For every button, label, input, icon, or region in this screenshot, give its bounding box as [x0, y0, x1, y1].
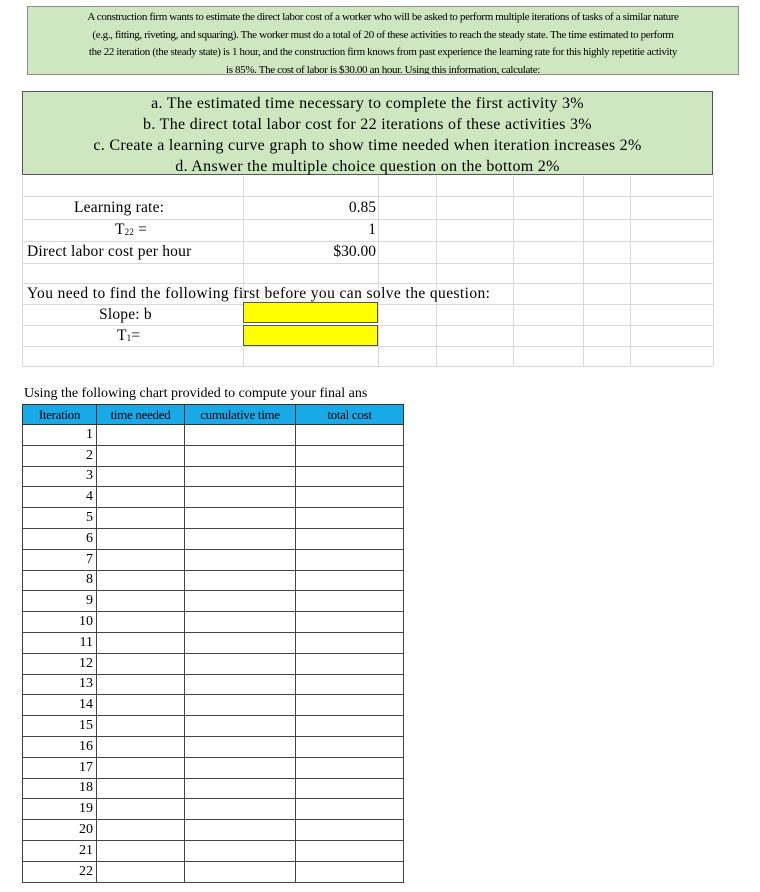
table-row: [23, 466, 404, 487]
time-needed-cell[interactable]: [97, 799, 185, 820]
t22-label: $T_{22}$ =: [115, 221, 148, 238]
time-needed-cell[interactable]: [97, 466, 185, 487]
total-cost-cell[interactable]: [296, 674, 404, 695]
cumulative-time-cell[interactable]: [185, 820, 296, 841]
header-total-cost: total cost: [296, 405, 404, 425]
iteration-cell[interactable]: 17: [23, 757, 97, 778]
table-row: [23, 425, 404, 446]
table-row: [23, 653, 404, 674]
iteration-cell[interactable]: 7: [23, 549, 97, 570]
table-row: [23, 736, 404, 757]
table-row: [23, 508, 404, 529]
total-cost-cell[interactable]: [296, 466, 404, 487]
total-cost-cell[interactable]: [296, 861, 404, 882]
time-needed-cell[interactable]: [97, 528, 185, 549]
total-cost-cell[interactable]: [296, 425, 404, 446]
time-needed-cell[interactable]: [97, 508, 185, 529]
cumulative-time-cell[interactable]: [185, 757, 296, 778]
time-needed-cell[interactable]: [97, 861, 185, 882]
task-d: d. Answer the multiple choice question on the bottom 2%: [175, 158, 560, 175]
cumulative-time-cell[interactable]: [185, 487, 296, 508]
prereq-instruction: You need to find the following first before you can solve the question:: [27, 285, 491, 302]
table-header-row: [23, 405, 404, 425]
learning-rate-value[interactable]: 0.85: [348, 199, 376, 216]
total-cost-cell[interactable]: [296, 736, 404, 757]
time-needed-cell[interactable]: [97, 820, 185, 841]
time-needed-cell[interactable]: [97, 674, 185, 695]
cumulative-time-cell[interactable]: [185, 591, 296, 612]
cumulative-time-cell[interactable]: [185, 445, 296, 466]
task-a: a. The estimated time necessary to complete the first activity 3%: [151, 95, 584, 112]
iteration-cell[interactable]: 9: [23, 591, 97, 612]
slope-input-cell[interactable]: [243, 302, 378, 323]
t22-value[interactable]: 1: [368, 221, 376, 238]
time-needed-cell[interactable]: [97, 591, 185, 612]
header-iteration: Iteration: [23, 405, 97, 425]
time-needed-cell[interactable]: [97, 736, 185, 757]
time-needed-cell[interactable]: [97, 549, 185, 570]
labor-cost-value[interactable]: $30.00: [333, 243, 376, 260]
cumulative-time-cell[interactable]: [185, 528, 296, 549]
time-needed-cell[interactable]: [97, 778, 185, 799]
iteration-cell[interactable]: 14: [23, 695, 97, 716]
table-row: [23, 612, 404, 633]
time-needed-cell[interactable]: [97, 757, 185, 778]
t1-label: $T_1=$: [117, 327, 141, 344]
iteration-cell[interactable]: 15: [23, 716, 97, 737]
time-needed-cell[interactable]: [97, 653, 185, 674]
iteration-cell[interactable]: 3: [23, 466, 97, 487]
iteration-cell[interactable]: 2: [23, 445, 97, 466]
iteration-cell[interactable]: 16: [23, 736, 97, 757]
iteration-cell[interactable]: 13: [23, 674, 97, 695]
slope-label: Slope: b: [99, 306, 152, 323]
iteration-table: [22, 404, 404, 883]
iteration-cell[interactable]: 18: [23, 778, 97, 799]
total-cost-cell[interactable]: [296, 716, 404, 737]
total-cost-cell[interactable]: [296, 612, 404, 633]
table-row: [23, 570, 404, 591]
table-row: [23, 757, 404, 778]
cumulative-time-cell[interactable]: [185, 570, 296, 591]
table-row: [23, 591, 404, 612]
total-cost-cell[interactable]: [296, 528, 404, 549]
total-cost-cell[interactable]: [296, 757, 404, 778]
time-needed-cell[interactable]: [97, 840, 185, 861]
total-cost-cell[interactable]: [296, 820, 404, 841]
table-caption: Using the following chart provided to compute your final ans: [24, 386, 368, 401]
table-row: [23, 861, 404, 882]
time-needed-cell[interactable]: [97, 632, 185, 653]
problem-statement: [27, 6, 739, 75]
iteration-cell[interactable]: 11: [23, 632, 97, 653]
table-row: [23, 716, 404, 737]
iteration-cell[interactable]: 4: [23, 487, 97, 508]
cumulative-time-cell[interactable]: [185, 840, 296, 861]
labor-cost-label: Direct labor cost per hour: [27, 243, 192, 260]
total-cost-cell[interactable]: [296, 840, 404, 861]
iteration-cell[interactable]: 12: [23, 653, 97, 674]
learning-rate-label: Learning rate:: [74, 199, 165, 216]
table-row: [23, 820, 404, 841]
iteration-cell[interactable]: 20: [23, 820, 97, 841]
cumulative-time-cell[interactable]: [185, 778, 296, 799]
table-row: [23, 487, 404, 508]
table-row: [23, 840, 404, 861]
table-row: [23, 528, 404, 549]
problem-line: is 85%. The cost of labor is $30.00 an hour. Using this information, calculate:: [225, 63, 540, 75]
cumulative-time-cell[interactable]: [185, 716, 296, 737]
t1-input-cell[interactable]: [243, 325, 378, 346]
cumulative-time-cell[interactable]: [185, 632, 296, 653]
cumulative-time-cell[interactable]: [185, 425, 296, 446]
table-row: [23, 632, 404, 653]
header-time-needed: time needed: [97, 405, 185, 425]
total-cost-cell[interactable]: [296, 508, 404, 529]
time-needed-cell[interactable]: [97, 716, 185, 737]
total-cost-cell[interactable]: [296, 591, 404, 612]
iteration-cell[interactable]: 5: [23, 508, 97, 529]
cumulative-time-cell[interactable]: [185, 674, 296, 695]
total-cost-cell[interactable]: [296, 632, 404, 653]
cumulative-time-cell[interactable]: [185, 799, 296, 820]
total-cost-cell[interactable]: [296, 695, 404, 716]
iteration-cell[interactable]: 8: [23, 570, 97, 591]
header-cumulative-time: cumulative time: [185, 405, 296, 425]
time-needed-cell[interactable]: [97, 570, 185, 591]
time-needed-cell[interactable]: [97, 425, 185, 446]
cumulative-time-cell[interactable]: [185, 466, 296, 487]
cumulative-time-cell[interactable]: [185, 861, 296, 882]
iteration-cell[interactable]: 10: [23, 612, 97, 633]
time-needed-cell[interactable]: [97, 445, 185, 466]
table-row: [23, 674, 404, 695]
table-row: [23, 695, 404, 716]
cumulative-time-cell[interactable]: [185, 612, 296, 633]
problem-line: A construction firm wants to estimate the direct labor cost of a worker who will be asked to perform multiple iterations of tasks of a similar nature: [87, 11, 679, 23]
cumulative-time-cell[interactable]: [185, 549, 296, 570]
time-needed-cell[interactable]: [97, 612, 185, 633]
iteration-cell[interactable]: 21: [23, 840, 97, 861]
cumulative-time-cell[interactable]: [185, 736, 296, 757]
table-row: [23, 445, 404, 466]
total-cost-cell[interactable]: [296, 653, 404, 674]
cumulative-time-cell[interactable]: [185, 695, 296, 716]
time-needed-cell[interactable]: [97, 487, 185, 508]
task-c: c. Create a learning curve graph to show time needed when iteration increases 2%: [93, 137, 642, 154]
total-cost-cell[interactable]: [296, 778, 404, 799]
iteration-cell[interactable]: 1: [23, 425, 97, 446]
total-cost-cell[interactable]: [296, 570, 404, 591]
time-needed-cell[interactable]: [97, 695, 185, 716]
total-cost-cell[interactable]: [296, 799, 404, 820]
total-cost-cell[interactable]: [296, 445, 404, 466]
table-row: [23, 778, 404, 799]
iteration-cell[interactable]: 6: [23, 528, 97, 549]
table-row: [23, 799, 404, 820]
task-list: [22, 91, 713, 175]
problem-line: (e.g., fitting, riveting, and squaring). The worker must do a total of 20 of these activities to reach the steady state. The time estimated to perform: [92, 28, 674, 41]
problem-line: the 22 iteration (the steady state) is 1 hour, and the construction firm knows from past experience the learning rate for this highly repetitie activity: [88, 46, 678, 58]
cumulative-time-cell[interactable]: [185, 508, 296, 529]
total-cost-cell[interactable]: [296, 487, 404, 508]
cumulative-time-cell[interactable]: [185, 653, 296, 674]
total-cost-cell[interactable]: [296, 549, 404, 570]
task-b: b. The direct total labor cost for 22 iterations of these activities 3%: [143, 116, 592, 133]
table-row: [23, 549, 404, 570]
iteration-cell[interactable]: 22: [23, 861, 97, 882]
iteration-cell[interactable]: 19: [23, 799, 97, 820]
